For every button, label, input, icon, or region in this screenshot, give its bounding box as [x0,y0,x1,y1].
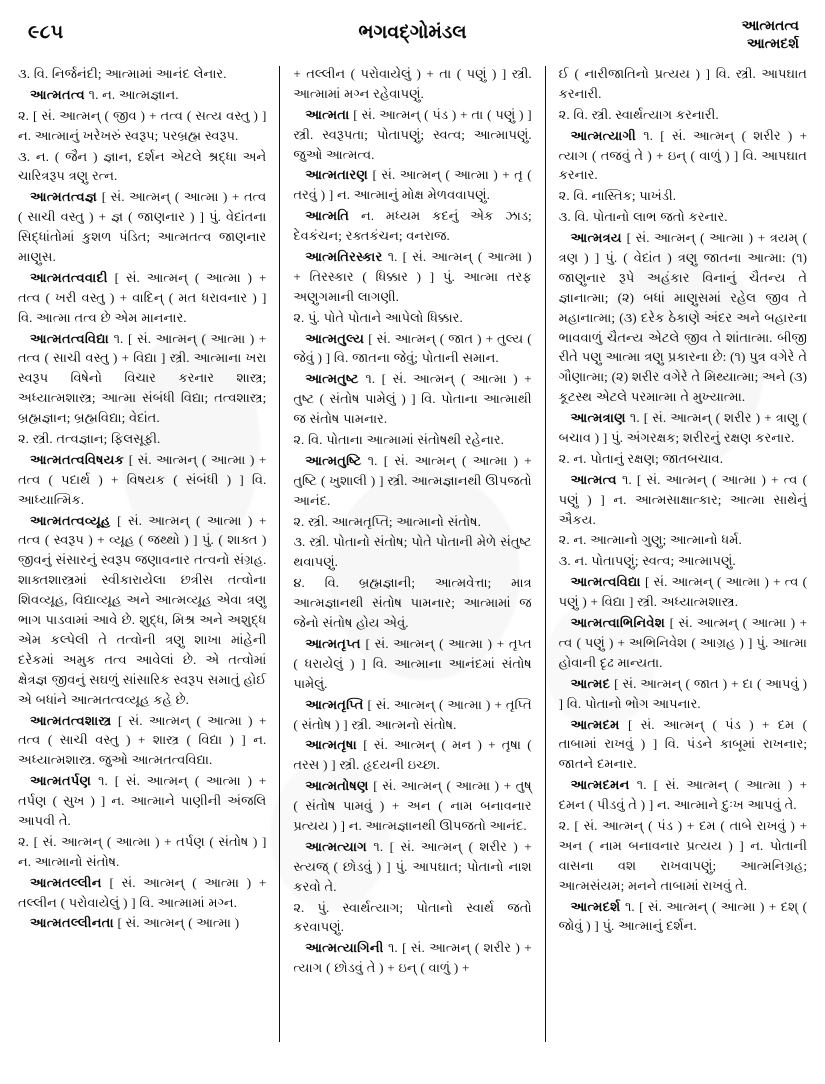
guide-word-start: આત્મતત્વ [741,19,799,34]
entry-definition: ૧. [ સં. આત્મન્ ( આત્મા ) + ત્વ ( પણું ) ] ન. આત્મસાક્ષાત્કાર; આત્મા સાથેનું ઐકય. [558,471,807,527]
entry-definition: ૪. વિ. બ્રહ્મજ્ઞાની; આત્મવેત્તા; માત્ર આત્મજ્ઞાનથી સંતોષ પામનાર; આત્મામાં જ જેનો સંતોષ હોય એવું. [293,575,532,631]
dictionary-entry [18,711,266,771]
entry-definition: ઈ ( નારીજાતિનો પ્રત્યય ) ] વિ. સ્ત્રી. આપઘાત કરનારી. [558,66,807,101]
dictionary-entry [559,470,807,530]
entry-sense [559,64,807,104]
entry-headword: આત્મત્રય [570,230,622,246]
entry-sense [293,898,531,938]
entry-definition: ૧. [ સં. આત્મન્ ( આત્મા ) + દશ્ ( જોવું ) ] પું. આત્માનું દર્શન. [558,898,807,934]
entry-sense [559,530,807,550]
entry-headword: આત્મતિરસ્કાર [305,249,383,265]
dictionary-entry [18,85,266,105]
entry-headword: આત્મતૃષા [305,737,357,753]
entry-headword: આત્મત્વવિદ્યા [570,574,641,590]
dictionary-entry [293,837,531,897]
entry-sense [293,64,531,104]
entry-definition: [ સં. આત્મન્ ( આત્મા ) + તુષ્ ( સંતોષ પામવું ) + અન ( નામ બનાવનાર પ્રત્યય ) ] ન. આત્મજ્ઞાનથી ઊપજતો આનંદ. [293,778,532,833]
entry-definition: [ સં. આત્મન્ ( આત્મા ) + તત્વ ( પદાર્થ ) + વિષયક ( સંબંધી ) ] વિ. આધ્યાત્મિક. [18,451,267,507]
entry-headword: આત્મદમ [570,716,620,732]
entry-definition: [ સં. આત્મન્ ( આત્મા ) + તત્વ ( સ્વરૂપ ) + વ્યૂહ ( જથ્થો ) ] પું. ( શાક્ત ) જીવનું સંસારનું સ્વરૂપ જણાવનાર તત્વનો સંગ્રહ. શાક્તશાસ્ત્રમાં સ્વીકારાયેલા છત્રીસ તત્વોના શિવવ્યૂહ, વિદ્યાવ્યૂહ અને આત્મવ્યૂહ એવા ત્રણુ ભાગ પાડવામાં આવે છે. શુદ્ધ, મિશ્ર અને અશુદ્ધ એમ કલ્પેલી તે તત્વોની ત્રણુ શાખા માંહેની દરેકમાં અમુક તત્વ આવેલાં છે. એ તત્વોમાં ક્ષેત્રજ્ઞ જીવનું સઘળું સાંસારિક સ્વરૂપ સમાતું હોઈ એ બધાંને આત્મતત્વવ્યૂહ કહે છે. [18,512,267,707]
text-column-2 [280,64,544,1064]
guide-word-end: આત્મદર્શ [746,36,799,52]
entry-headword: આત્મતુલ્ય [305,330,365,346]
entry-sense [293,430,531,450]
entry-definition: [ સં. આત્મન્ ( આત્મા ) + તલ્લીન ( પરોવાયેલું ) ] વિ. આત્મામાં મગ્ન. [18,874,267,910]
entry-definition: ન. મધ્યમ કદનું એક ઝાડ; દેવકંચન; રક્તકંચન; વનરાજ. [293,208,532,244]
dictionary-entry [293,105,531,165]
entry-definition: [ સં. આત્મન્ ( પંડ ) + તા ( પણું ) ] સ્ત્રી. સ્વરૂપતા; પોતાપણું; સ્વત્વ; આત્માપણું. જુઓ આત્મત્વ. [293,106,532,162]
dictionary-entry [18,873,266,913]
entry-sense [18,429,266,449]
entry-definition: ૩. ન. ( જૈન ) જ્ઞાન, દર્શન એટલે શ્રદ્ધા અને ચારિત્રરૂપ ત્રણુ રત્ન. [18,148,267,184]
dictionary-entry [18,913,266,933]
dictionary-entry [293,695,531,735]
entry-headword: આત્મત્યાગિની [305,940,384,956]
entry-definition: [ સં. આત્મન્ ( આત્મા ) + ત્વ ( પણું ) + અભિનિવેશ ( આગ્રહ ) ] પું. આત્મા હોવાની દૃઢ માન્યતા. [558,615,807,670]
running-head [18,16,807,62]
entry-headword: આત્મતત્વ [30,86,85,102]
entry-definition: ૧. ન. આત્મજ્ઞાન. [84,86,179,102]
dictionary-entry [559,228,807,407]
entry-definition: ૨. [ સં. આત્મન્ ( જીવ ) + તત્વ ( સત્ય વસ્તુ ) ] ન. આત્માનું ખરેખરું સ્વરૂપ; પરબ્રહ્મ સ્વરૂપ. [18,107,267,143]
entry-headword: આત્મતારણ [305,167,368,183]
entry-sense [18,832,266,872]
entry-headword: આત્મદ [570,675,611,691]
dictionary-entry [293,735,531,775]
dictionary-entry [293,165,531,205]
entry-sense [18,106,266,146]
entry-definition: [ સં. આત્મન્ ( આત્મા ) [113,915,240,931]
entry-definition: ૧. [ સં. આત્મન્ ( શરીર ) + ત્યાગ ( છોડવું તે ) + ઇન્ ( વાળું ) + [293,940,532,976]
entry-definition: ૩. સ્ત્રી. પોતાનો સંતોષ; પોતે પોતાની મેળે સંતુષ્ટ થવાપણું. [293,534,532,570]
entry-headword: આત્મતૃપ્તિ [305,696,364,712]
dictionary-entry [559,408,807,448]
entry-definition: ૨. વિ. નાસ્તિક; પાખંડી. [558,188,676,204]
entry-sense [293,532,531,572]
page-number: ૯૮૫ [28,22,64,43]
entry-headword: આત્મત્રાણ [570,410,626,426]
entry-definition: ૧. [ સં. આત્મન્ ( આત્મા ) + દમન ( પીડવું તે ) ] ન. આત્માને દુઃખ આપવું તે. [558,777,807,813]
entry-definition: ૨. સ્ત્રી. આત્મતૃપ્તિ; આત્માનો સંતોષ. [293,513,481,529]
entry-sense [18,64,266,84]
entry-headword: આત્મત્યાગી [570,127,636,143]
entry-definition: [ સં. આત્મન્ ( આત્મા ) + તત્વ ( ખરી વસ્તુ ) + વાદિન્ ( મત ધરાવનાર ) ] વિ. આત્મા તત્વ છે એમ માનનાર. [18,269,267,325]
dictionary-entry [559,897,807,937]
entry-headword: આત્મતુષ્ટ [305,371,359,387]
entry-definition: + તલ્લીન ( પરોવાયેલું ) + તા ( પણું ) ] સ્ત્રી. આત્મામાં મગ્ન રહેવાપણું. [293,66,532,101]
entry-definition: ૧. [ સં. આત્મન્ ( શરીર ) + સ્ત્યજ્ ( છોડવું ) ] પું. આપઘાત; પોતાનો નાશ કરવો તે. [293,838,532,894]
entry-headword: આત્મતર્પણ [30,773,92,789]
entry-definition: ૨. પું. પોતે પોતાને આપેલો ધિક્કાર. [293,309,463,325]
dictionary-entry [559,674,807,714]
dictionary-entry [559,126,807,186]
entry-headword: આત્મતત્વવિદ્યા [30,330,109,346]
entry-headword: આત્મતત્વવાદી [30,269,108,285]
entry-definition: ૨. ન. આત્માનો ગુણુ; આત્માનો ધર્મ. [558,532,742,548]
dictionary-entry [293,206,531,246]
text-column-3 [546,64,807,1064]
entry-definition: ૨. પું. સ્વાર્થત્યાગ; પોતાનો સ્વાર્થ જતો કરવાપણું. [293,899,532,935]
guide-words [742,18,799,53]
entry-headword: આત્મતત્વજ્ઞ [30,189,98,205]
entry-definition: [ સં. આત્મન્ ( આત્મા ) + ત્વ ( પણું ) + વિદ્યા ] સ્ત્રી. અધ્યાત્મશાસ્ત્ર. [558,574,807,610]
entry-definition: ૩. ન. પોતાપણું; સ્વત્વ; આત્માપણું. [558,553,736,569]
entry-headword: આત્મત્યાગ [305,838,367,854]
entry-definition: ૧. [ સં. આત્મન્ ( આત્મા ) + તુષ્ટિ ( ખુશાલી ) ] સ્ત્રી. આત્મજ્ઞાનથી ઊપજતો આનંદ. [293,452,532,508]
entry-sense [559,186,807,206]
entry-definition: [ સં. આત્મન્ ( પંડ ) + દમ ( તાબામાં રાખવું ) ] વિ. પંડને કાબૂમાં રાખનાર; જાતને દમનાર. [558,716,807,772]
dictionary-entry [18,771,266,831]
entry-definition: ૧. [ સં. આત્મન્ ( શરીર ) + ત્યાગ ( તજવું તે ) + ઇન્ ( વાળું ) ] વિ. આપઘાત કરનાર. [558,127,807,183]
dictionary-entry [559,775,807,815]
entry-headword: આત્મદર્શ [570,898,621,914]
entry-definition: ૨. સ્ત્રી. તત્વજ્ઞાન; ફિલસૂફી. [18,431,161,447]
entry-definition: [ સં. આત્મન્ ( આત્મા ) + ત્રયમ્ ( ત્રણ ) ] પું. ( વેદાંત ) ત્રણુ જાતના આત્મા: (૧) જાણુનાર રૂપે અહંકાર વિનાનું ચૈતન્ય તે જ્ઞાનાત્મા; (૨) બધાં માણુસમાં રહેલ જીવ તે મહાનાત્મા; (૩) દરેક ઠેકાણે અંદર અને બહારના ભાવવાળું ચૈતન્ય એટલે જીવ તે શાંતાત્મા. બીજી રીતે પણુ આત્મા ત્રણુ પ્રકારના છે: (૧) પુત્ર વગેરે તે ગૌણાત્મા; (૨) શરીર વગેરે તે મિથ્યાત્મા; અને (૩) કૂટસ્થ એટલે પરમાત્મા તે મુખ્યાત્મા. [558,230,807,405]
entry-sense [559,105,807,125]
dictionary-entry [293,634,531,694]
entry-definition: [ સં. આત્મન્ ( મન ) + તૃષા ( તરસ ) ] સ્ત્રી. હૃદયની ઇચ્છા. [293,737,532,773]
column-container [18,64,807,1064]
entry-definition: [ સં. આત્મન્ ( આત્મા ) + તત્વ ( સાચી વસ્તુ ) + જ્ઞ ( જાણનાર ) ] પું. વેદાંતના સિદ્ધાંતોમાં કુશળ પંડિત; આત્મતત્વ જાણનાર માણુસ. [18,189,267,265]
entry-sense [559,207,807,227]
text-column-1 [18,64,279,1064]
entry-sense [559,816,807,896]
entry-definition: [ સં. આત્મન્ ( આત્મા ) + તૃપ્તિ ( સંતોષ ) ] સ્ત્રી. આત્મનો સંતોષ. [293,696,532,732]
dictionary-entry [18,329,266,428]
entry-headword: આત્મત્વ [570,471,617,487]
entry-sense [559,551,807,571]
entry-definition: [ સં. આત્મન્ ( જાત ) + તુલ્ય ( જેવું ) ] વિ. જાતના જેવું; પોતાની સમાન. [293,330,532,366]
dictionary-entry [293,451,531,511]
dictionary-entry [18,450,266,510]
book-title: ભગવદ્ગોમંડલ [358,22,467,43]
entry-definition: ૨. વિ. પોતાના આત્મામાં સંતોષથી રહેનાર. [293,432,504,448]
entry-sense [559,449,807,469]
entry-headword: આત્મતત્વશાસ્ત્ર [30,712,112,728]
entry-headword: આત્મદમન [570,777,630,793]
entry-headword: આત્મતલ્લીનતા [30,915,114,931]
entry-headword: આત્મતા [305,106,350,122]
dictionary-entry [559,715,807,775]
dictionary-entry [293,369,531,429]
entry-sense [293,573,531,633]
entry-headword: આત્મત્વાભિનિવેશ [570,615,666,631]
entry-headword: આત્મતલ્લીન [30,874,102,890]
entry-definition: ૩. વિ. નિર્જનંદી; આત્મામાં આનંદ લેનાર. [18,66,227,81]
entry-sense [18,147,266,187]
entry-definition: ૨. [ સં. આત્મન્ ( આત્મા ) + તર્પણ ( સંતોષ ) ] ન. આત્માનો સંતોષ. [18,833,267,869]
entry-definition: [ સં. આત્મન્ ( આત્મા ) + તૃ ( તરવું ) ] ન. આત્માનું મોક્ષ મેળવવાપણું. [293,167,532,203]
dictionary-entry [293,247,531,307]
entry-definition: ૩. વિ. પોતાનો લાભ જતો કરનાર. [558,209,728,225]
entry-headword: આત્મતત્વવ્યૂહ [30,512,111,528]
entry-definition: [ સં. આત્મન્ ( જાત ) + દા ( આપવું ) ] વિ. પોતાનો ભોગ આપનાર. [558,675,807,711]
dictionary-entry [18,187,266,267]
entry-definition: ૨. [ સં. આત્મન્ ( પંડ ) + દમ ( તાબે રાખવું ) + અન ( નામ બનાવનાર પ્રત્યય ) ] ન. પોતાની વાસના વશ રાખવાપણું; આત્મનિગ્રહ; આત્મસંયમ; મનને તાબામાં રાખવું તે. [558,817,807,893]
entry-headword: આત્મતિ [305,208,350,224]
entry-definition: [ સં. આત્મન્ ( આત્મા ) + તત્વ ( સાચી વસ્તુ ) + શાસ્ત્ર ( વિદ્યા ) ] ન. અધ્યાત્મશાસ્ત્ર. જુઓ આત્મતત્વવિદ્યા. [18,712,267,768]
dictionary-entry [18,511,266,710]
dictionary-entry [293,938,531,978]
entry-definition: ૧. [ સં. આત્મન્ ( આત્મા ) + તિરસ્કાર ( ધિક્કાર ) ] પું. આત્મા તરફ અણુગમાની લાગણી. [293,249,532,304]
dictionary-entry [559,572,807,612]
entry-headword: આત્મતુષ્ટિ [305,452,362,468]
entry-definition: ૨. વિ. સ્ત્રી. સ્વાર્થત્યાગ કરનારી. [558,106,719,122]
entry-sense [293,308,531,328]
dictionary-entry [18,268,266,328]
entry-definition: ૨. ન. પોતાનું રક્ષણ; જાતબચાવ. [558,450,723,466]
entry-headword: આત્મતૃપ્ત [305,635,361,651]
dictionary-entry [293,776,531,836]
entry-definition: ૧. [ સં. આત્મન્ ( આત્મા ) + તત્વ ( સાચી વસ્તુ ) + વિદ્યા ] સ્ત્રી. આત્માના ખરા સ્વરૂપ વિષેનો વિચાર કરનાર શાસ્ત્ર; અધ્યાત્મશાસ્ત્ર; આત્મા સંબંધી વિદ્યા; તત્વશાસ્ત્ર; બ્રહ્મજ્ઞાન; બ્રહ્મવિદ્યા; વેદાંત. [18,330,267,426]
entry-sense [293,512,531,532]
entry-definition: ૧. [ સં. આત્મન્ ( આત્મા ) + તર્પણ ( સુખ ) ] ન. આત્માને પાણીની અંજલિ આપવી તે. [18,773,267,828]
entry-headword: આત્મતત્વવિષયક [30,451,125,467]
dictionary-entry [559,613,807,673]
entry-definition: ૧. [ સં. આત્મન્ ( શરીર ) + ત્રાણુ ( બચાવ ) ] પું. અંગરક્ષક; શરીરનું રક્ષણ કરનાર. [558,410,807,446]
dictionary-entry [293,329,531,369]
entry-definition: ૧. [ સં. આત્મન્ ( આત્મા ) + તુષ્ટ ( સંતોષ પામેલું ) ] વિ. પોતાના આત્માથી જ સંતોષ પામનાર. [293,371,532,427]
entry-definition: [ સં. આત્મન્ ( આત્મા ) + તૃપ્ત ( ધરાયેલું ) ] વિ. આત્માના આનંદમાં સંતોષ પામેલું. [293,635,532,691]
entry-headword: આત્મતોષણ [305,778,369,794]
